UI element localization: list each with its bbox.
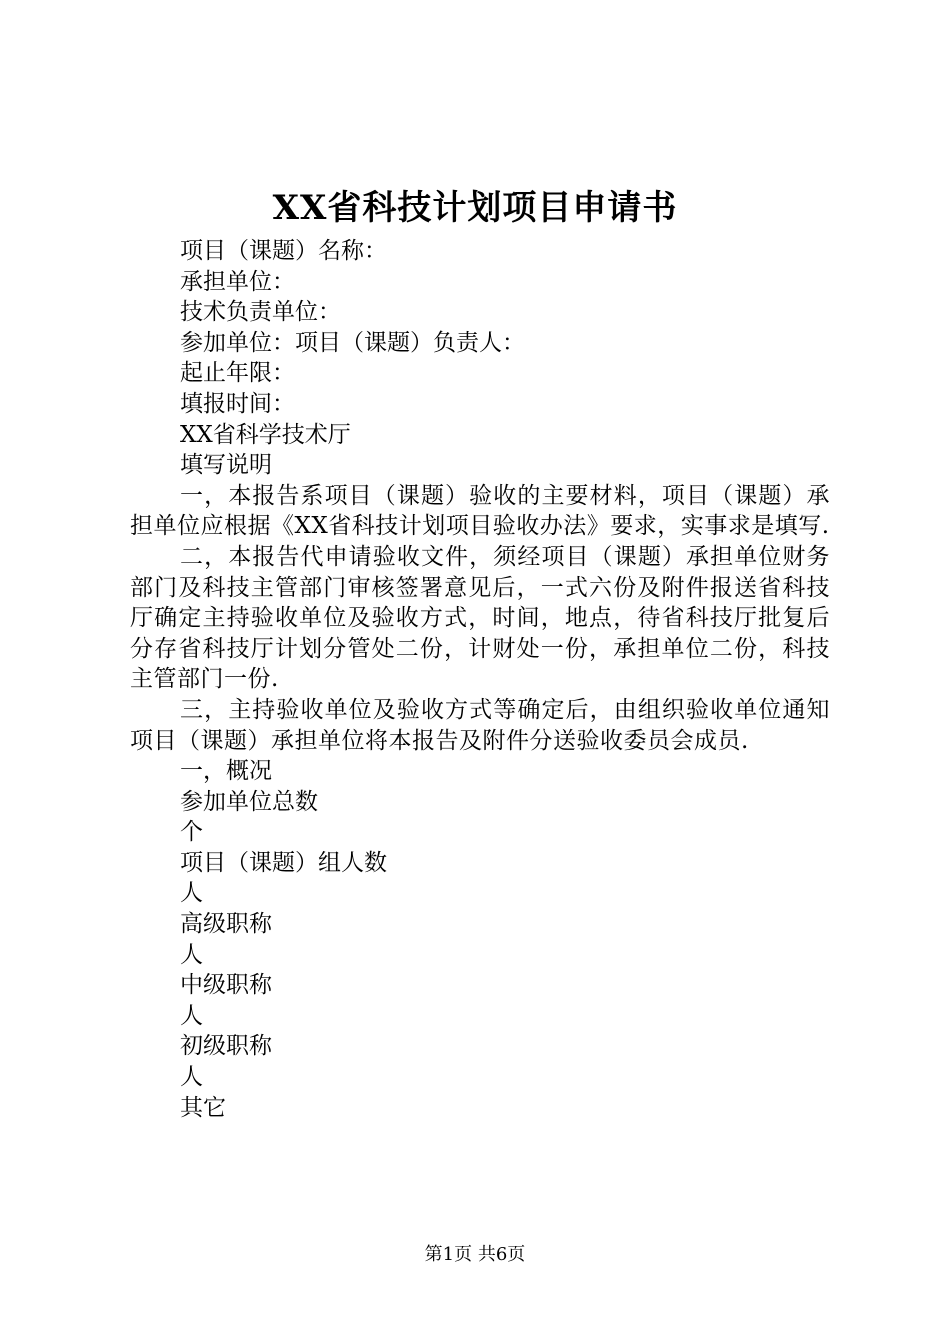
overview-team-size-label: 项目（课题）组人数 [180, 849, 387, 876]
overview-unit-suffix: 个 [180, 819, 203, 846]
overview-other-label: 其它 [180, 1094, 226, 1121]
overview-total-units-label: 参加单位总数 [180, 788, 318, 815]
instruction-paragraph-2: 二，本报告代申请验收文件，须经项目（课题）承担单位财务部门及科技主管部门审核签署意见后，一式六份及附件报送省科技厅确定主持验收单位及验收方式，时间，地点，待省科技厅批复后分存省科技厅计划分管处二份，计财处一份，承担单位二份，科技主管部门一份. [130, 543, 830, 693]
overview-person-suffix: 人 [180, 1064, 203, 1091]
overview-junior-title-label: 初级职称 [180, 1033, 272, 1060]
document-body [130, 236, 830, 1123]
overview-person-suffix: 人 [180, 1002, 203, 1029]
field-period: 起止年限： [180, 360, 295, 387]
field-technical-unit: 技术负责单位： [180, 299, 341, 326]
overview-heading: 一，概况 [180, 758, 272, 785]
document-title: XX省科技计划项目申请书 [272, 188, 678, 228]
field-fill-date: 填报时间： [180, 390, 295, 417]
instructions-heading: 填写说明 [180, 452, 272, 479]
field-project-name: 项目（课题）名称： [180, 238, 387, 264]
overview-senior-title-label: 高级职称 [180, 911, 272, 938]
issuing-department: XX省科学技术厅 [180, 421, 351, 448]
instruction-paragraph-3: 三，主持验收单位及验收方式等确定后，由组织验收单位通知项目（课题）承担单位将本报告及附件分送验收委员会成员. [130, 696, 830, 754]
page-number-footer: 第1页 共6页 [424, 1244, 526, 1265]
overview-person-suffix: 人 [180, 941, 203, 968]
instruction-paragraph-1: 一，本报告系项目（课题）验收的主要材料，项目（课题）承担单位应根据《XX省科技计划项目验收办法》要求，实事求是填写. [130, 482, 830, 540]
field-participating-unit: 参加单位：项目（课题）负责人： [180, 329, 525, 356]
overview-person-suffix: 人 [180, 880, 203, 907]
field-undertaking-unit: 承担单位： [180, 268, 295, 295]
overview-middle-title-label: 中级职称 [180, 972, 272, 999]
